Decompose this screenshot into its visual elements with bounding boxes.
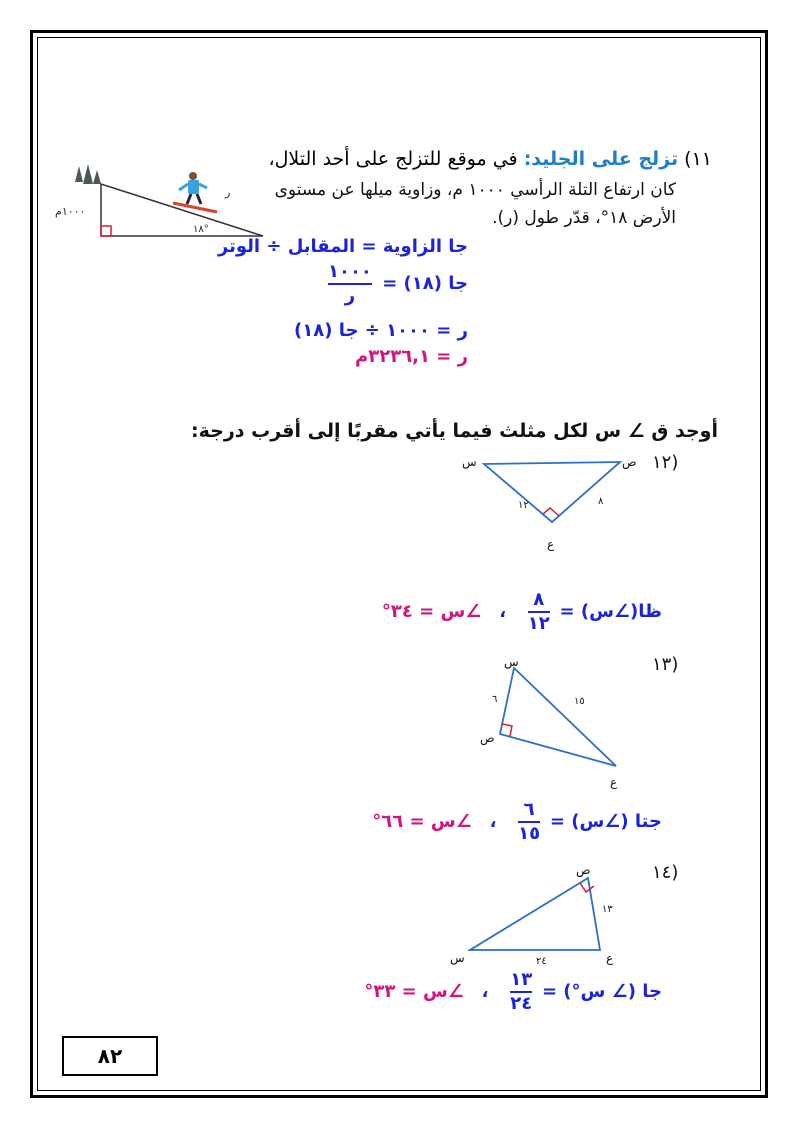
q12-vertex-sad: ص <box>622 455 637 469</box>
q13-fraction <box>518 800 540 844</box>
q13-vertex-ain: ع <box>610 775 618 789</box>
q14-vertex-s: س <box>450 951 465 965</box>
q14-side-b: ٢٤ <box>536 956 547 967</box>
q11-equation <box>324 262 468 306</box>
q13-solution <box>372 800 662 844</box>
q13-side-a: ٦ <box>492 694 498 705</box>
q11-line1: في موقع للتزلج على أحد التلال، <box>268 148 518 170</box>
q13-denominator: ١٥ <box>518 823 541 844</box>
q11-title <box>268 148 712 170</box>
q13-sol-left: جتا (∠س) = <box>549 811 662 832</box>
q13-triangle-figure <box>470 650 650 790</box>
q13-vertex-s: س <box>504 655 519 669</box>
q14-separator: ، <box>481 981 489 1002</box>
q11-denominator: ر <box>344 285 356 306</box>
q14-sol-left: جا (∠ س°) = <box>541 981 662 1002</box>
q14-number: ١٤) <box>652 862 679 883</box>
q12-numerator: ٨ <box>533 589 545 610</box>
right-angle-marker <box>580 883 594 892</box>
hill-triangle <box>101 184 263 236</box>
skier-icon <box>173 172 217 212</box>
tree-icon <box>75 164 101 184</box>
q11-line2: كان ارتفاع التلة الرأسي ١٠٠٠ م، وزاوية ميلها عن مستوى <box>274 180 676 200</box>
q12-sol-left: ظا(∠س) = <box>559 601 662 622</box>
q11-fraction <box>328 262 372 306</box>
q12-separator: ، <box>499 601 507 622</box>
q14-vertex-sad: ص <box>576 863 591 877</box>
q12-fraction <box>528 590 550 634</box>
q11-angle-label: ١٨° <box>193 224 209 235</box>
q14-solution <box>364 970 662 1014</box>
q12-side-b: ١٢ <box>518 500 529 511</box>
q13-separator: ، <box>489 811 497 832</box>
q11-numerator: ١٠٠٠ <box>327 261 372 282</box>
q11-number: ١١) <box>684 148 712 170</box>
q11-height-label: ١٠٠٠م <box>55 205 86 218</box>
q14-fraction <box>510 970 532 1014</box>
right-angle-marker <box>543 508 559 516</box>
q14-triangle <box>470 878 600 950</box>
q14-numerator: ١٣ <box>510 969 533 990</box>
q14-vertex-ain: ع <box>606 951 614 965</box>
q11-eq-left: جا (١٨) = <box>382 273 468 294</box>
q13-side-b: ١٥ <box>574 696 585 707</box>
q12-triangle-figure <box>440 448 640 558</box>
q12-vertex-ain: ع <box>547 537 555 551</box>
q14-side-a: ١٣ <box>602 904 613 915</box>
q14-denominator: ٢٤ <box>510 993 533 1014</box>
exercise-intro: أوجد ق ∠ س لكل مثلث فيما يأتي مقربًا إلى أقرب درجة: <box>191 420 718 442</box>
q13-triangle <box>500 668 616 766</box>
q13-result: ∠س = ٦٦° <box>372 811 472 832</box>
q13-number: ١٣) <box>652 654 679 675</box>
q14-triangle-figure <box>440 858 640 968</box>
q12-denominator: ١٢ <box>527 613 550 634</box>
q13-numerator: ٦ <box>523 799 535 820</box>
q12-vertex-s: س <box>462 455 477 469</box>
q11-sol-line4: ر = ٣٢٣٦,١م <box>355 346 468 367</box>
q11-side-label: ر <box>225 186 231 199</box>
q12-solution <box>382 590 662 634</box>
q12-number: ١٢) <box>652 452 679 473</box>
q14-result: ∠س = ٣٣° <box>364 981 464 1002</box>
q13-vertex-sad: ص <box>480 731 495 745</box>
q12-result: ∠س = ٣٤° <box>381 601 482 622</box>
q11-heading: تزلج على الجليد: <box>523 148 679 170</box>
q11-line3: الأرض ١٨°، قدّر طول (ر). <box>492 208 676 228</box>
q12-side-a: ٨ <box>598 496 604 507</box>
page-number: ٨٢ <box>62 1036 158 1076</box>
q11-rule: جا الزاوية = المقابل ÷ الوتر <box>217 236 468 257</box>
q12-triangle <box>484 462 620 522</box>
q11-sol-line3: ر = ١٠٠٠ ÷ جا (١٨) <box>294 320 468 341</box>
